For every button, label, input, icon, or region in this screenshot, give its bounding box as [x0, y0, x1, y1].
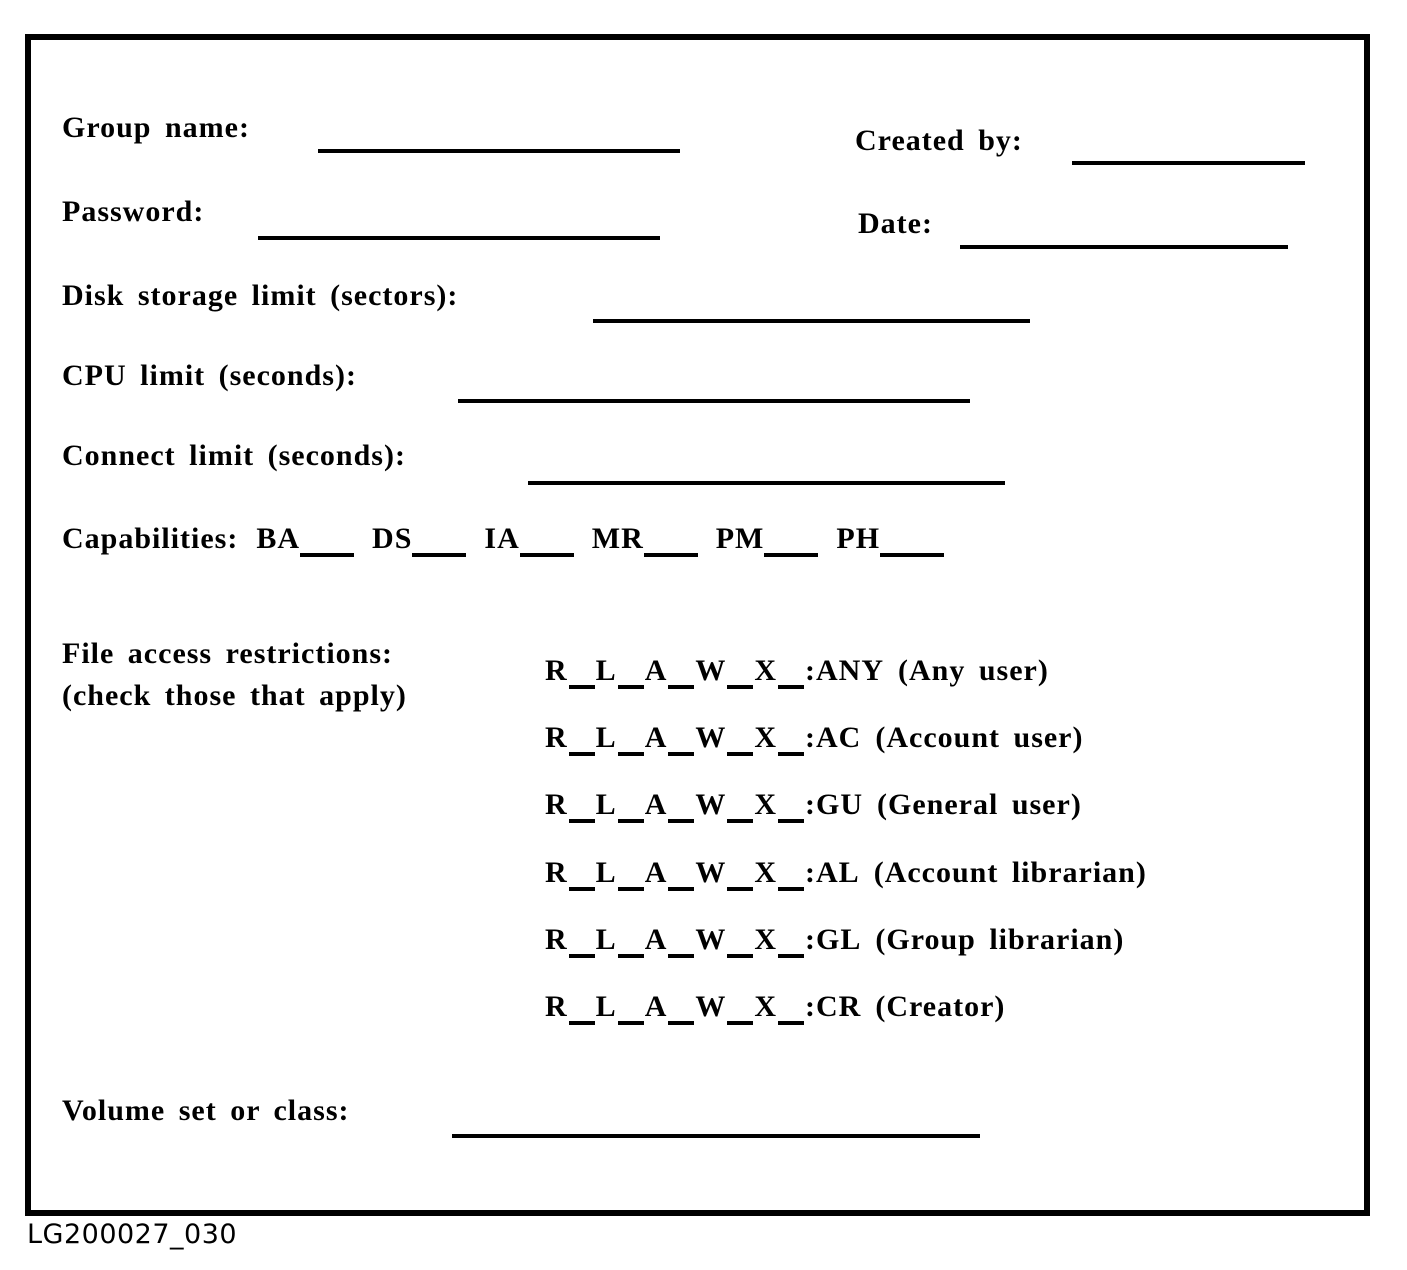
- access-letter: X: [754, 721, 778, 754]
- cpu-limit-label: CPU limit (seconds):: [62, 359, 357, 392]
- access-blank-line: [727, 954, 753, 958]
- access-blank-line: [618, 887, 644, 891]
- access-letter: W: [695, 856, 727, 889]
- access-blank-line: [668, 887, 694, 891]
- access-letter: R: [545, 788, 568, 821]
- file-access-label-line1: File access restrictions:: [62, 637, 394, 670]
- access-blank-line: [778, 752, 804, 756]
- access-letter: W: [695, 721, 727, 754]
- cpu-limit-blank-line: [458, 399, 970, 403]
- connect-limit-blank-line: [528, 481, 1005, 485]
- capability-item-pm: [716, 521, 819, 557]
- access-letter: A: [644, 856, 668, 889]
- file-access-row-al: [545, 855, 1147, 891]
- date-blank-line: [960, 245, 1288, 249]
- capability-blank-line: [880, 553, 944, 557]
- access-user-type-code: :ANY: [805, 654, 885, 687]
- file-access-row-gu: [545, 787, 1082, 823]
- access-user-type-description: (Account librarian): [873, 856, 1147, 889]
- disk-storage-limit-label: Disk storage limit (sectors):: [62, 279, 459, 312]
- capability-blank-line: [520, 553, 574, 557]
- file-access-row-any: [545, 653, 1049, 689]
- access-letter: W: [695, 923, 727, 956]
- access-letter: A: [644, 788, 668, 821]
- access-letter: A: [644, 923, 668, 956]
- access-letter: X: [754, 856, 778, 889]
- access-blank-line: [778, 887, 804, 891]
- access-blank-line: [618, 685, 644, 689]
- access-user-type-description: (Group librarian): [875, 923, 1125, 956]
- access-user-type-description: (Any user): [898, 654, 1049, 687]
- access-blank-line: [727, 1021, 753, 1025]
- access-blank-line: [618, 954, 644, 958]
- access-blank-line: [569, 685, 595, 689]
- access-letter: X: [754, 654, 778, 687]
- access-letter: L: [595, 923, 617, 956]
- access-blank-line: [618, 1021, 644, 1025]
- volume-set-label: Volume set or class:: [62, 1094, 350, 1127]
- disk-storage-limit-blank-line: [593, 319, 1030, 323]
- access-blank-line: [778, 685, 804, 689]
- volume-set-blank-line: [452, 1134, 980, 1138]
- access-user-type-description: (Creator): [875, 990, 1006, 1023]
- file-access-row-cr: [545, 989, 1005, 1025]
- capability-item-ph: [836, 521, 944, 557]
- capability-item-mr: [592, 521, 698, 557]
- access-letter: A: [644, 654, 668, 687]
- access-user-type-code: :AC: [805, 721, 862, 754]
- access-blank-line: [569, 1021, 595, 1025]
- access-letter: R: [545, 654, 568, 687]
- access-blank-line: [569, 752, 595, 756]
- capability-blank-line: [300, 553, 354, 557]
- access-blank-line: [727, 685, 753, 689]
- access-letter: W: [695, 654, 727, 687]
- access-blank-line: [727, 752, 753, 756]
- access-blank-line: [778, 954, 804, 958]
- access-letter: X: [754, 788, 778, 821]
- capability-code: PH: [836, 522, 881, 555]
- capability-blank-line: [412, 553, 466, 557]
- access-letter: L: [595, 990, 617, 1023]
- capability-item-ba: [256, 521, 354, 557]
- access-blank-line: [778, 1021, 804, 1025]
- access-letter: A: [644, 990, 668, 1023]
- connect-limit-label: Connect limit (seconds):: [62, 439, 406, 472]
- created-by-label: Created by:: [855, 124, 1023, 157]
- access-letter: L: [595, 856, 617, 889]
- access-blank-line: [668, 752, 694, 756]
- capability-code: DS: [372, 522, 413, 555]
- access-letter: R: [545, 990, 568, 1023]
- access-user-type-description: (Account user): [875, 721, 1084, 754]
- access-blank-line: [727, 819, 753, 823]
- capability-code: BA: [256, 522, 301, 555]
- access-user-type-code: :GU: [805, 788, 864, 821]
- access-letter: L: [595, 721, 617, 754]
- password-label: Password:: [62, 195, 205, 228]
- file-access-row-gl: [545, 922, 1124, 958]
- access-letter: X: [754, 990, 778, 1023]
- access-letter: X: [754, 923, 778, 956]
- access-letter: W: [695, 788, 727, 821]
- access-user-type-code: :GL: [805, 923, 862, 956]
- access-blank-line: [778, 819, 804, 823]
- file-access-row-ac: [545, 720, 1084, 756]
- access-blank-line: [668, 685, 694, 689]
- access-letter: R: [545, 923, 568, 956]
- access-letter: L: [595, 788, 617, 821]
- figure-id-label: LG200027_030: [27, 1219, 238, 1250]
- capability-code: MR: [591, 522, 644, 555]
- access-blank-line: [668, 954, 694, 958]
- access-user-type-code: :CR: [805, 990, 862, 1023]
- password-blank-line: [258, 236, 660, 240]
- group-name-blank-line: [318, 149, 680, 153]
- access-user-type-code: :AL: [805, 856, 860, 889]
- access-blank-line: [618, 752, 644, 756]
- access-letter: R: [545, 856, 568, 889]
- access-blank-line: [668, 819, 694, 823]
- access-blank-line: [668, 1021, 694, 1025]
- access-letter: A: [644, 721, 668, 754]
- capability-code: IA: [484, 522, 520, 555]
- capability-code: PM: [715, 522, 765, 555]
- capabilities-line: [62, 521, 944, 557]
- form-border: [25, 34, 1370, 1216]
- access-blank-line: [618, 819, 644, 823]
- file-access-label-line2: (check those that apply): [62, 679, 407, 712]
- created-by-blank-line: [1072, 161, 1305, 165]
- access-blank-line: [569, 954, 595, 958]
- access-letter: W: [695, 990, 727, 1023]
- capability-item-ia: [484, 521, 573, 557]
- capability-blank-line: [644, 553, 698, 557]
- access-blank-line: [727, 887, 753, 891]
- capability-item-ds: [372, 521, 466, 557]
- access-user-type-description: (General user): [877, 788, 1082, 821]
- access-letter: R: [545, 721, 568, 754]
- capability-blank-line: [764, 553, 818, 557]
- access-blank-line: [569, 819, 595, 823]
- group-name-label: Group name:: [62, 111, 250, 144]
- access-letter: L: [595, 654, 617, 687]
- date-label: Date:: [858, 207, 933, 240]
- access-blank-line: [569, 887, 595, 891]
- capabilities-label: Capabilities:: [62, 522, 239, 555]
